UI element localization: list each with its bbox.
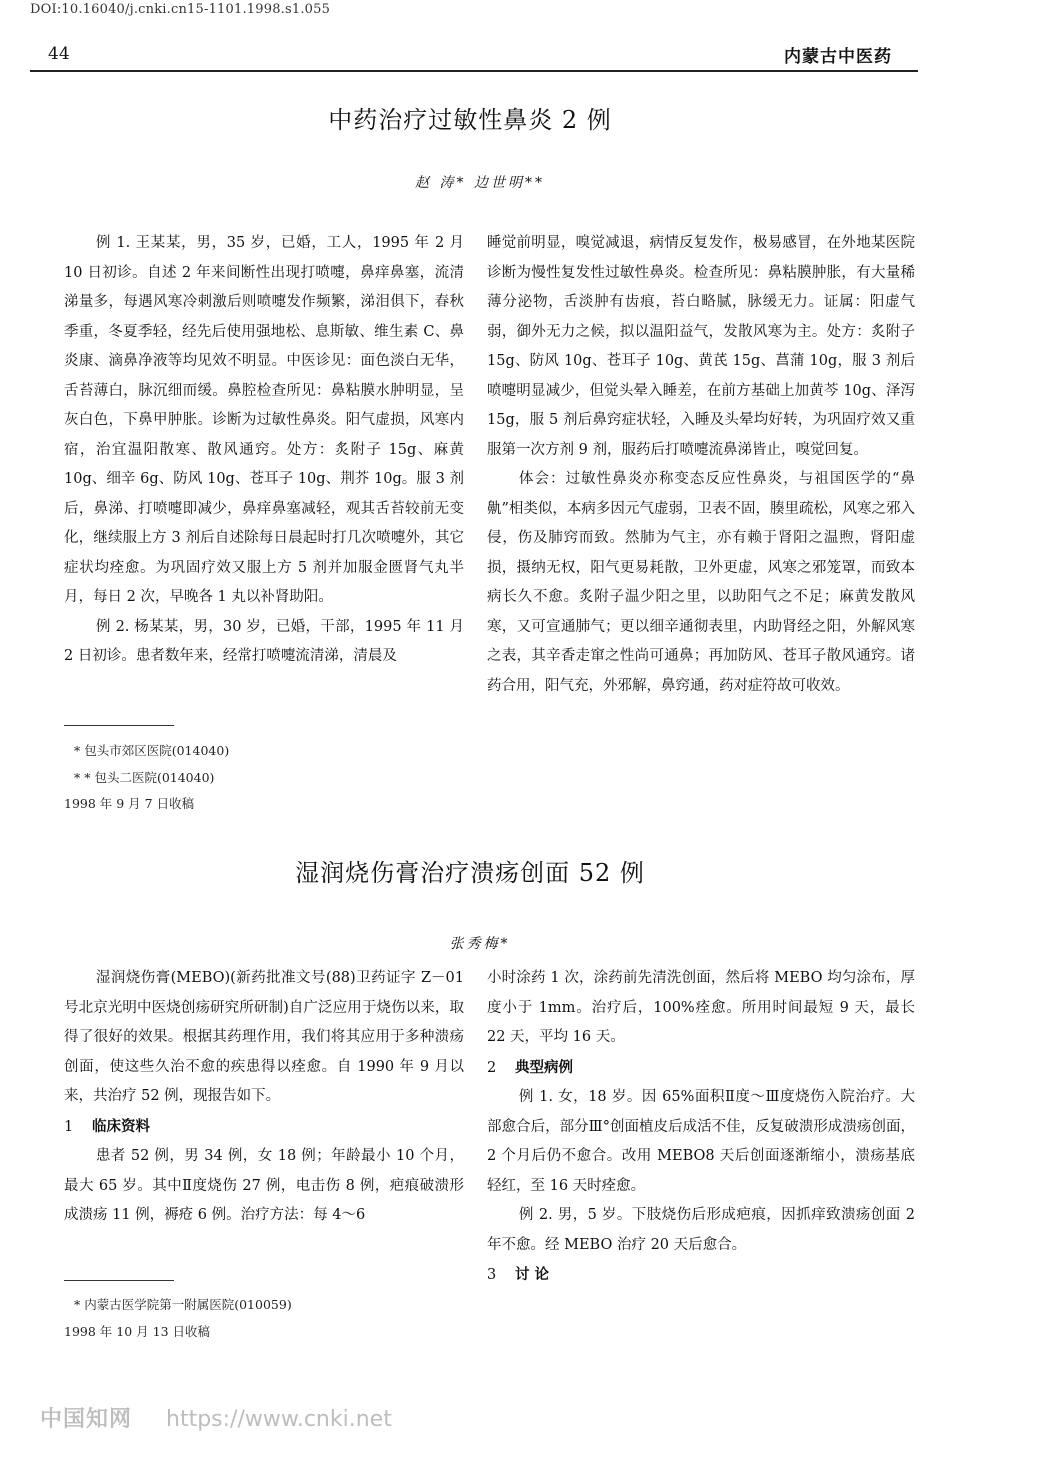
article2-title: 湿润烧伤膏治疗溃疡创面 52 例 bbox=[295, 859, 645, 887]
article2-column-right bbox=[487, 964, 915, 1291]
section-title: 典型病例 bbox=[515, 1058, 573, 1076]
article2-clinical-data: 患者 52 例，男 34 例，女 18 例；年龄最小 10 个月，最大 65 岁。其中Ⅱ度烧伤 27 例，电击伤 8 例，疤痕破溃形成溃疡 11 例，褥疮 6 例。治疗方法：每 4～6 bbox=[64, 1148, 464, 1223]
doi-line: DOI:10.16040/j.cnki.cn15-1101.1998.s1.055 bbox=[30, 2, 331, 17]
article2-footnotes bbox=[64, 1292, 292, 1345]
article1-case1: 例 1. 王某某，男，35 岁，已婚，工人，1995 年 2 月 10 日初诊。自述 2 年来间断性出现打喷嚏，鼻痒鼻塞，流清涕量多，每遇风寒冷刺激后则喷嚏发作频繁，涕泪俱下，春秋季重，冬夏季轻，经先后使用强地松、息斯敏、维生素 C、鼻炎康、滴鼻净液等均见效不明显。中医诊见：面色淡白无华，舌苔薄白，脉沉细而缓。鼻腔检查所见：鼻粘膜水肿明显，呈灰白色，下鼻甲肿胀。诊断为过敏性鼻炎。阳气虚损，风寒内宿，治宜温阳散寒、散风通窍。处方：炙附子 15g、麻黄 10g、细辛 6g、防风 10g、苍耳子 10g、荆芥 10g。服 3 剂后，鼻涕、打喷嚏即减少，鼻痒鼻塞减轻，观其舌苔较前无变化，继续服上方 3 剂后自述除每日晨起时打几次喷嚏外，其它症状均痊愈。为巩固疗效又服上方 5 剂并加服金匮肾气丸半月，每日 2 次，早晚各 1 丸以补肾助阳。 bbox=[64, 235, 464, 605]
article2-method-cont: 小时涂药 1 次，涂药前先清洗创面，然后将 MEBO 均匀涂布，厚度小于 1mm。治疗后，100%痊愈。所用时间最短 9 天，最长 22 天，平均 16 天。 bbox=[487, 970, 915, 1045]
article2-column-left bbox=[64, 964, 464, 1231]
journal-name: 内蒙古中医药 bbox=[784, 47, 892, 67]
section-title: 讨 论 bbox=[515, 1266, 550, 1283]
section-number: 3 bbox=[487, 1267, 497, 1283]
section-heading bbox=[487, 1260, 915, 1291]
section-title: 临床资料 bbox=[92, 1117, 150, 1135]
footnote: * 包头市郊区医院(014040) bbox=[74, 743, 230, 758]
cnki-watermark bbox=[40, 1402, 392, 1433]
footnote-rule bbox=[64, 1280, 174, 1281]
article1-column-left bbox=[64, 229, 464, 672]
article1-title: 中药治疗过敏性鼻炎 2 例 bbox=[328, 106, 612, 134]
footnote-rule bbox=[64, 725, 174, 726]
article2-authors: 张秀梅* bbox=[449, 936, 511, 952]
cnki-logo: 中国知网 bbox=[40, 1407, 133, 1432]
article1-case2-cont: 睡觉前明显，嗅觉减退，病情反复发作，极易感冒，在外地某医院诊断为慢性复发性过敏性鼻炎。检查所见：鼻粘膜肿胀，有大量稀薄分泌物，舌淡肿有齿痕，苔白略腻，脉缓无力。证属：阳虚气弱，御外无力之候，拟以温阳益气，发散风寒为主。处方：炙附子 15g、防风 10g、苍耳子 10g、黄芪 15g、菖蒲 10g，服 3 剂后喷嚏明显减少，但觉头晕入睡差，在前方基础上加黄芩 10g、泽泻 15g，服 5 剂后鼻窍症状轻，入睡及头晕均好转，为巩固疗效又重服第一次方剂 9 剂，服药后打喷嚏流鼻涕皆止，嗅觉回复。 bbox=[487, 235, 915, 458]
article1-footnotes bbox=[64, 738, 229, 818]
received-date: 1998 年 10 月 13 日收稿 bbox=[64, 1323, 210, 1339]
article1-authors: 赵 涛* 边世明** bbox=[415, 175, 545, 191]
cnki-url: https://www.cnki.net bbox=[166, 1407, 392, 1432]
received-date: 1998 年 9 月 7 日收稿 bbox=[64, 796, 195, 811]
footnote: * * 包头二医院(014040) bbox=[74, 769, 215, 785]
header-rule bbox=[30, 70, 918, 72]
article2-case1: 例 1. 女，18 岁。因 65%面积Ⅱ度～Ⅲ度烧伤入院治疗。大部愈合后，部分Ⅲ°创面植皮后成活不佳，反复破溃形成溃疡创面，2 个月后仍不愈合。改用 MEBO8 天后创面逐渐缩小，溃疡基底轻红，至 16 天时痊愈。 bbox=[487, 1089, 915, 1194]
article2-case2: 例 2. 男，5 岁。下肢烧伤后形成疤痕，因抓痒致溃疡创面 2 年不愈。经 MEBO 治疗 20 天后愈合。 bbox=[487, 1207, 915, 1253]
section-number: 1 bbox=[64, 1118, 74, 1135]
article2-intro: 湿润烧伤膏(MEBO)(新药批准文号(88)卫药证字 Z－01 号北京光明中医烧创疡研究所研制)自广泛应用于烧伤以来，取得了很好的效果。根据其药理作用，我们将其应用于多种溃疡创面，使这些久治不愈的疾患得以痊愈。自 1990 年 9 月以来，共治疗 52 例，现报告如下。 bbox=[64, 970, 464, 1104]
section-heading bbox=[64, 1112, 464, 1143]
article1-discussion: 体会：过敏性鼻炎亦称变态反应性鼻炎，与祖国医学的“鼻鼽”相类似，本病多因元气虚弱，卫表不固，腠里疏松，风寒之邪入侵，伤及肺窍而致。然肺为气主，亦有赖于肾阳之温煦，肾阳虚损，摄纳无权，阳气更易耗散，卫外更虚，风寒之邪笼罩，而致本病长久不愈。炙附子温少阳之里，以助阳气之不足；麻黄发散风寒，又可宣通肺气；更以细辛通彻表里，内助肾经之阳，外解风寒之表，其辛香走窜之性尚可通鼻；再加防风、苍耳子散风通窍。诸药合用，阳气充，外邪解，鼻窍通，药对症符故可收效。 bbox=[487, 471, 915, 694]
article1-case2-start: 例 2. 杨某某，男，30 岁，已婚，干部，1995 年 11 月 2 日初诊。患者数年来，经常打喷嚏流清涕，清晨及 bbox=[64, 618, 464, 664]
section-number: 2 bbox=[487, 1059, 497, 1076]
section-heading bbox=[487, 1053, 915, 1084]
footnote: * 内蒙古医学院第一附属医院(010059) bbox=[74, 1297, 292, 1312]
page-number: 44 bbox=[48, 44, 70, 64]
article1-column-right bbox=[487, 229, 915, 701]
